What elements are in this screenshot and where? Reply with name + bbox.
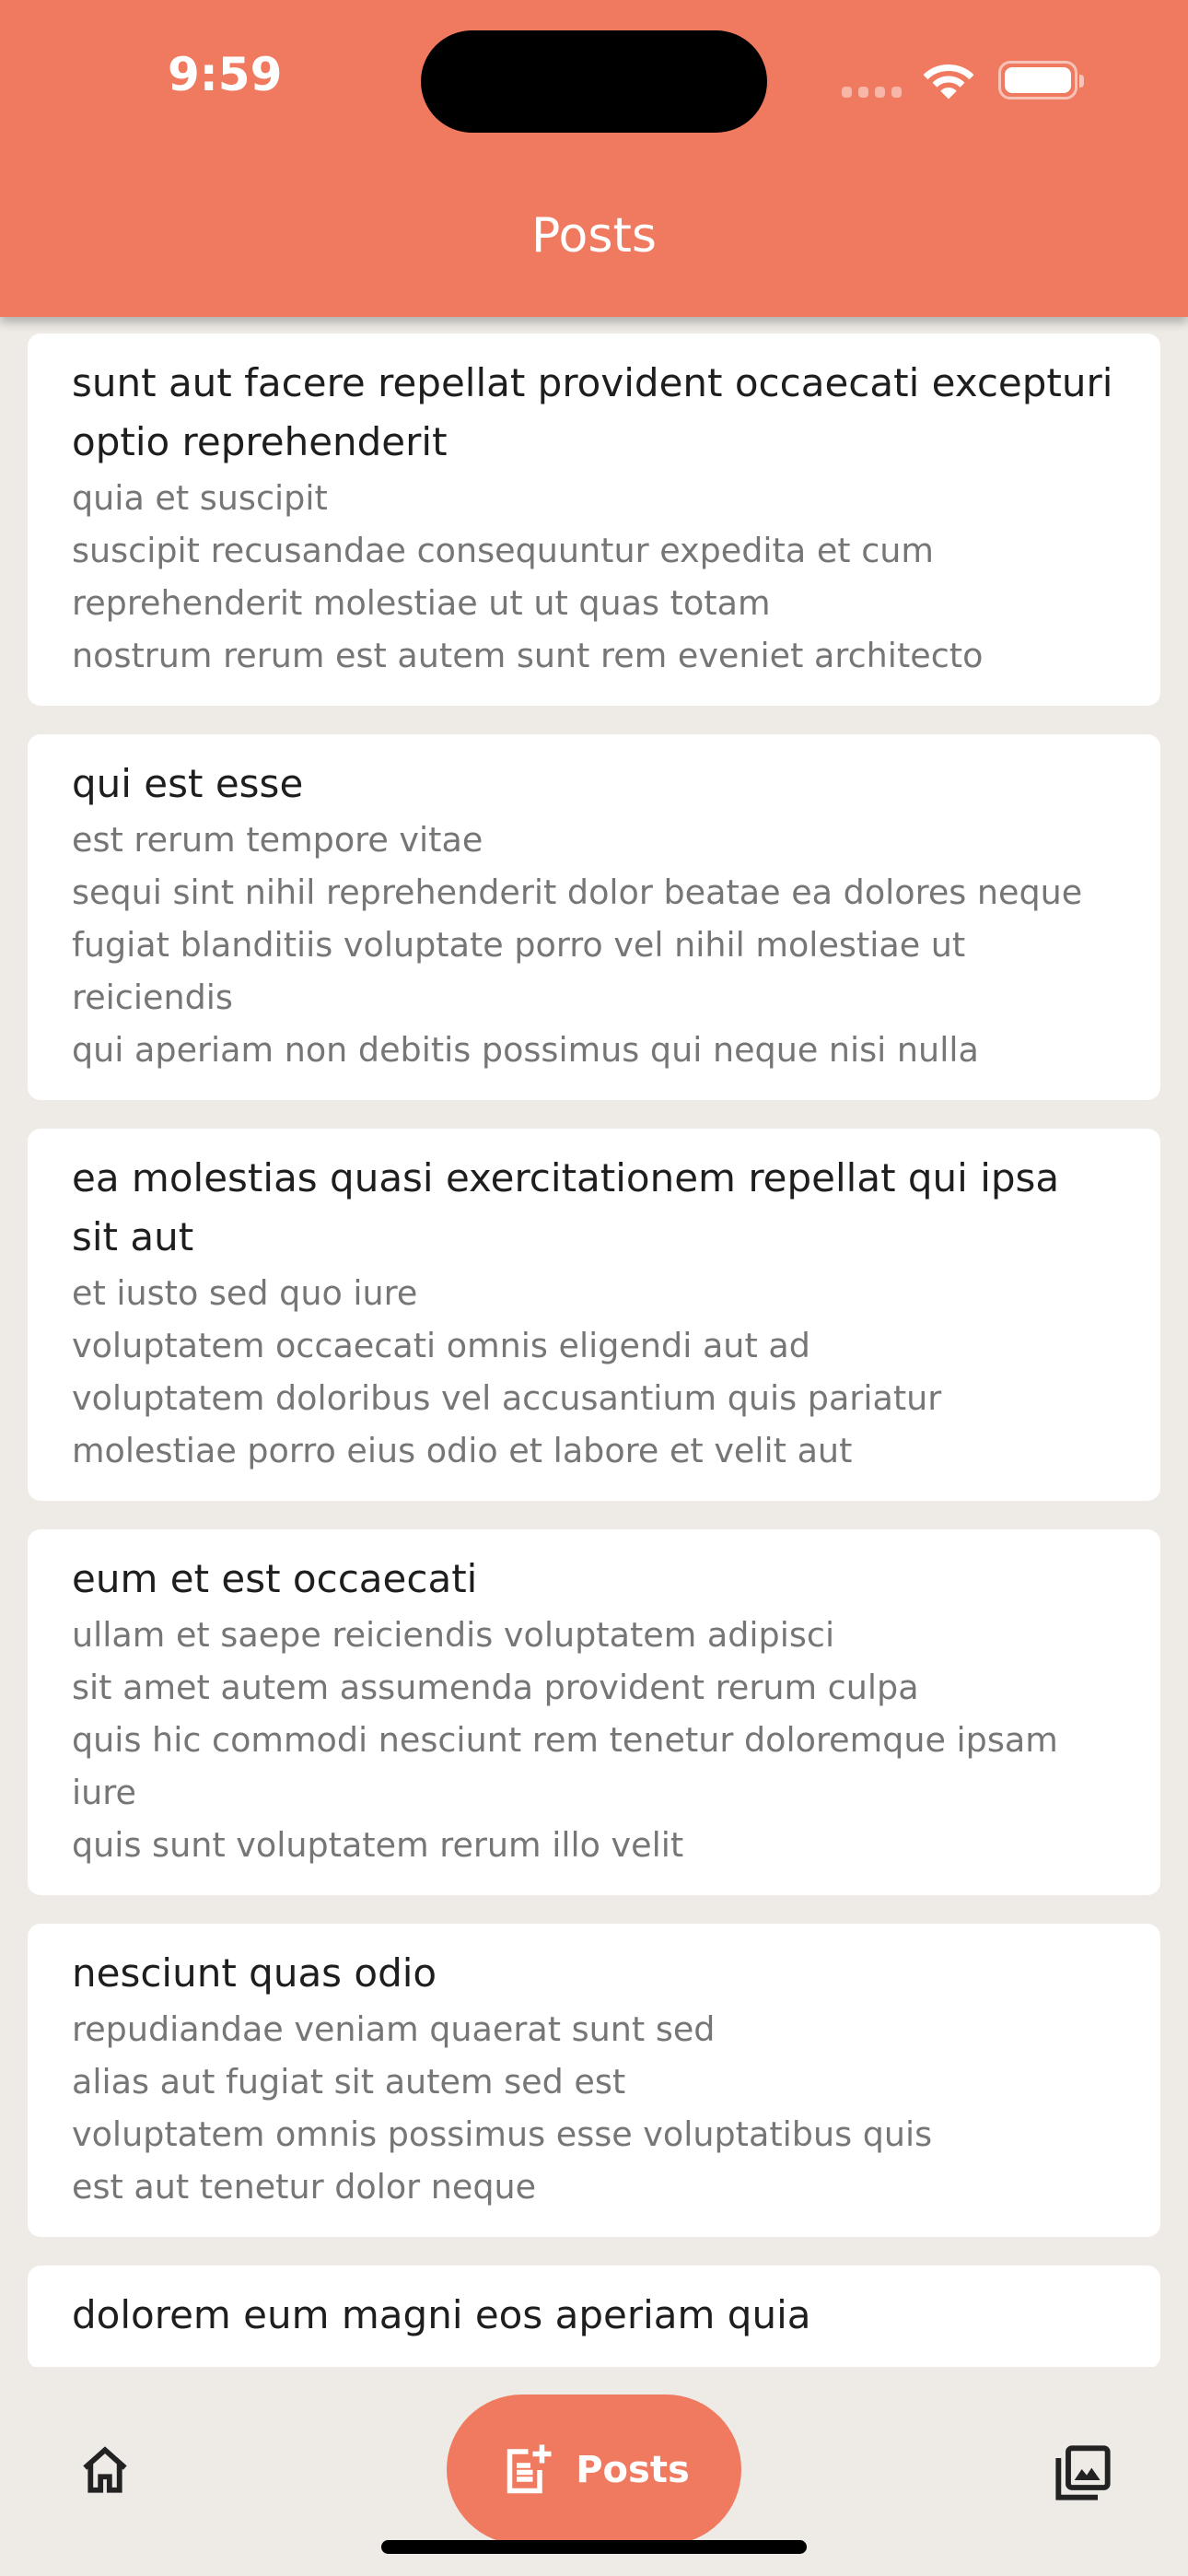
- post-title: dolorem eum magni eos aperiam quia: [72, 2292, 811, 2337]
- posts-tab-button[interactable]: [447, 2395, 741, 2545]
- post-title: ea molestias quasi exercitationem repellat qui ipsa sit aut: [72, 1155, 1060, 1259]
- post-title: sunt aut facere repellat provident occaecati excepturi optio reprehenderit: [72, 360, 1113, 464]
- post-card[interactable]: [28, 2266, 1160, 2367]
- post-card[interactable]: [28, 734, 1160, 1100]
- gallery-icon[interactable]: [1054, 2443, 1112, 2502]
- status-time: 9:59: [168, 48, 283, 101]
- post-card[interactable]: [28, 1129, 1160, 1501]
- home-indicator: [381, 2540, 807, 2554]
- cellular-signal-icon: [842, 87, 902, 98]
- home-icon[interactable]: [77, 2443, 133, 2497]
- post-body: ullam et saepe reiciendis voluptatem adipisci sit amet autem assumenda provident rerum culpa quis hic commodi nesciunt rem tenetur doloremque ipsam iure quis sunt voluptatem rerum illo velit: [72, 1615, 1058, 1865]
- post-add-icon: [498, 2442, 553, 2498]
- post-body: repudiandae veniam quaerat sunt sed alias aut fugiat sit autem sed est voluptatem omnis possimus esse voluptatibus quis est aut tenetur dolor neque: [72, 2009, 933, 2207]
- post-card[interactable]: [28, 334, 1160, 706]
- post-title: nesciunt quas odio: [72, 1950, 437, 1996]
- page-title: Posts: [531, 208, 657, 263]
- post-body: est rerum tempore vitae sequi sint nihil reprehenderit dolor beatae ea dolores neque fugiat blanditiis voluptate porro vel nihil molestiae ut reiciendis qui aperiam non debitis possimus qui neque nisi nulla: [72, 820, 1083, 1070]
- post-body: et iusto sed quo iure voluptatem occaecati omnis eligendi aut ad voluptatem doloribus vel accusantium quis pariatur molestiae porro eius odio et labore et velit aut: [72, 1273, 942, 1470]
- post-body: quia et suscipit suscipit recusandae consequuntur expedita et cum reprehenderit molestiae ut ut quas totam nostrum rerum est autem sunt rem eveniet architecto: [72, 478, 984, 675]
- wifi-icon: [921, 57, 976, 100]
- dynamic-island: [421, 30, 767, 133]
- app-header: [0, 0, 1188, 317]
- post-title: qui est esse: [72, 761, 304, 806]
- posts-tab-label: Posts: [576, 2448, 690, 2491]
- post-title: eum et est occaecati: [72, 1556, 478, 1601]
- posts-list[interactable]: [28, 334, 1160, 2367]
- battery-icon: [998, 61, 1077, 100]
- post-card[interactable]: [28, 1529, 1160, 1895]
- post-card[interactable]: [28, 1924, 1160, 2237]
